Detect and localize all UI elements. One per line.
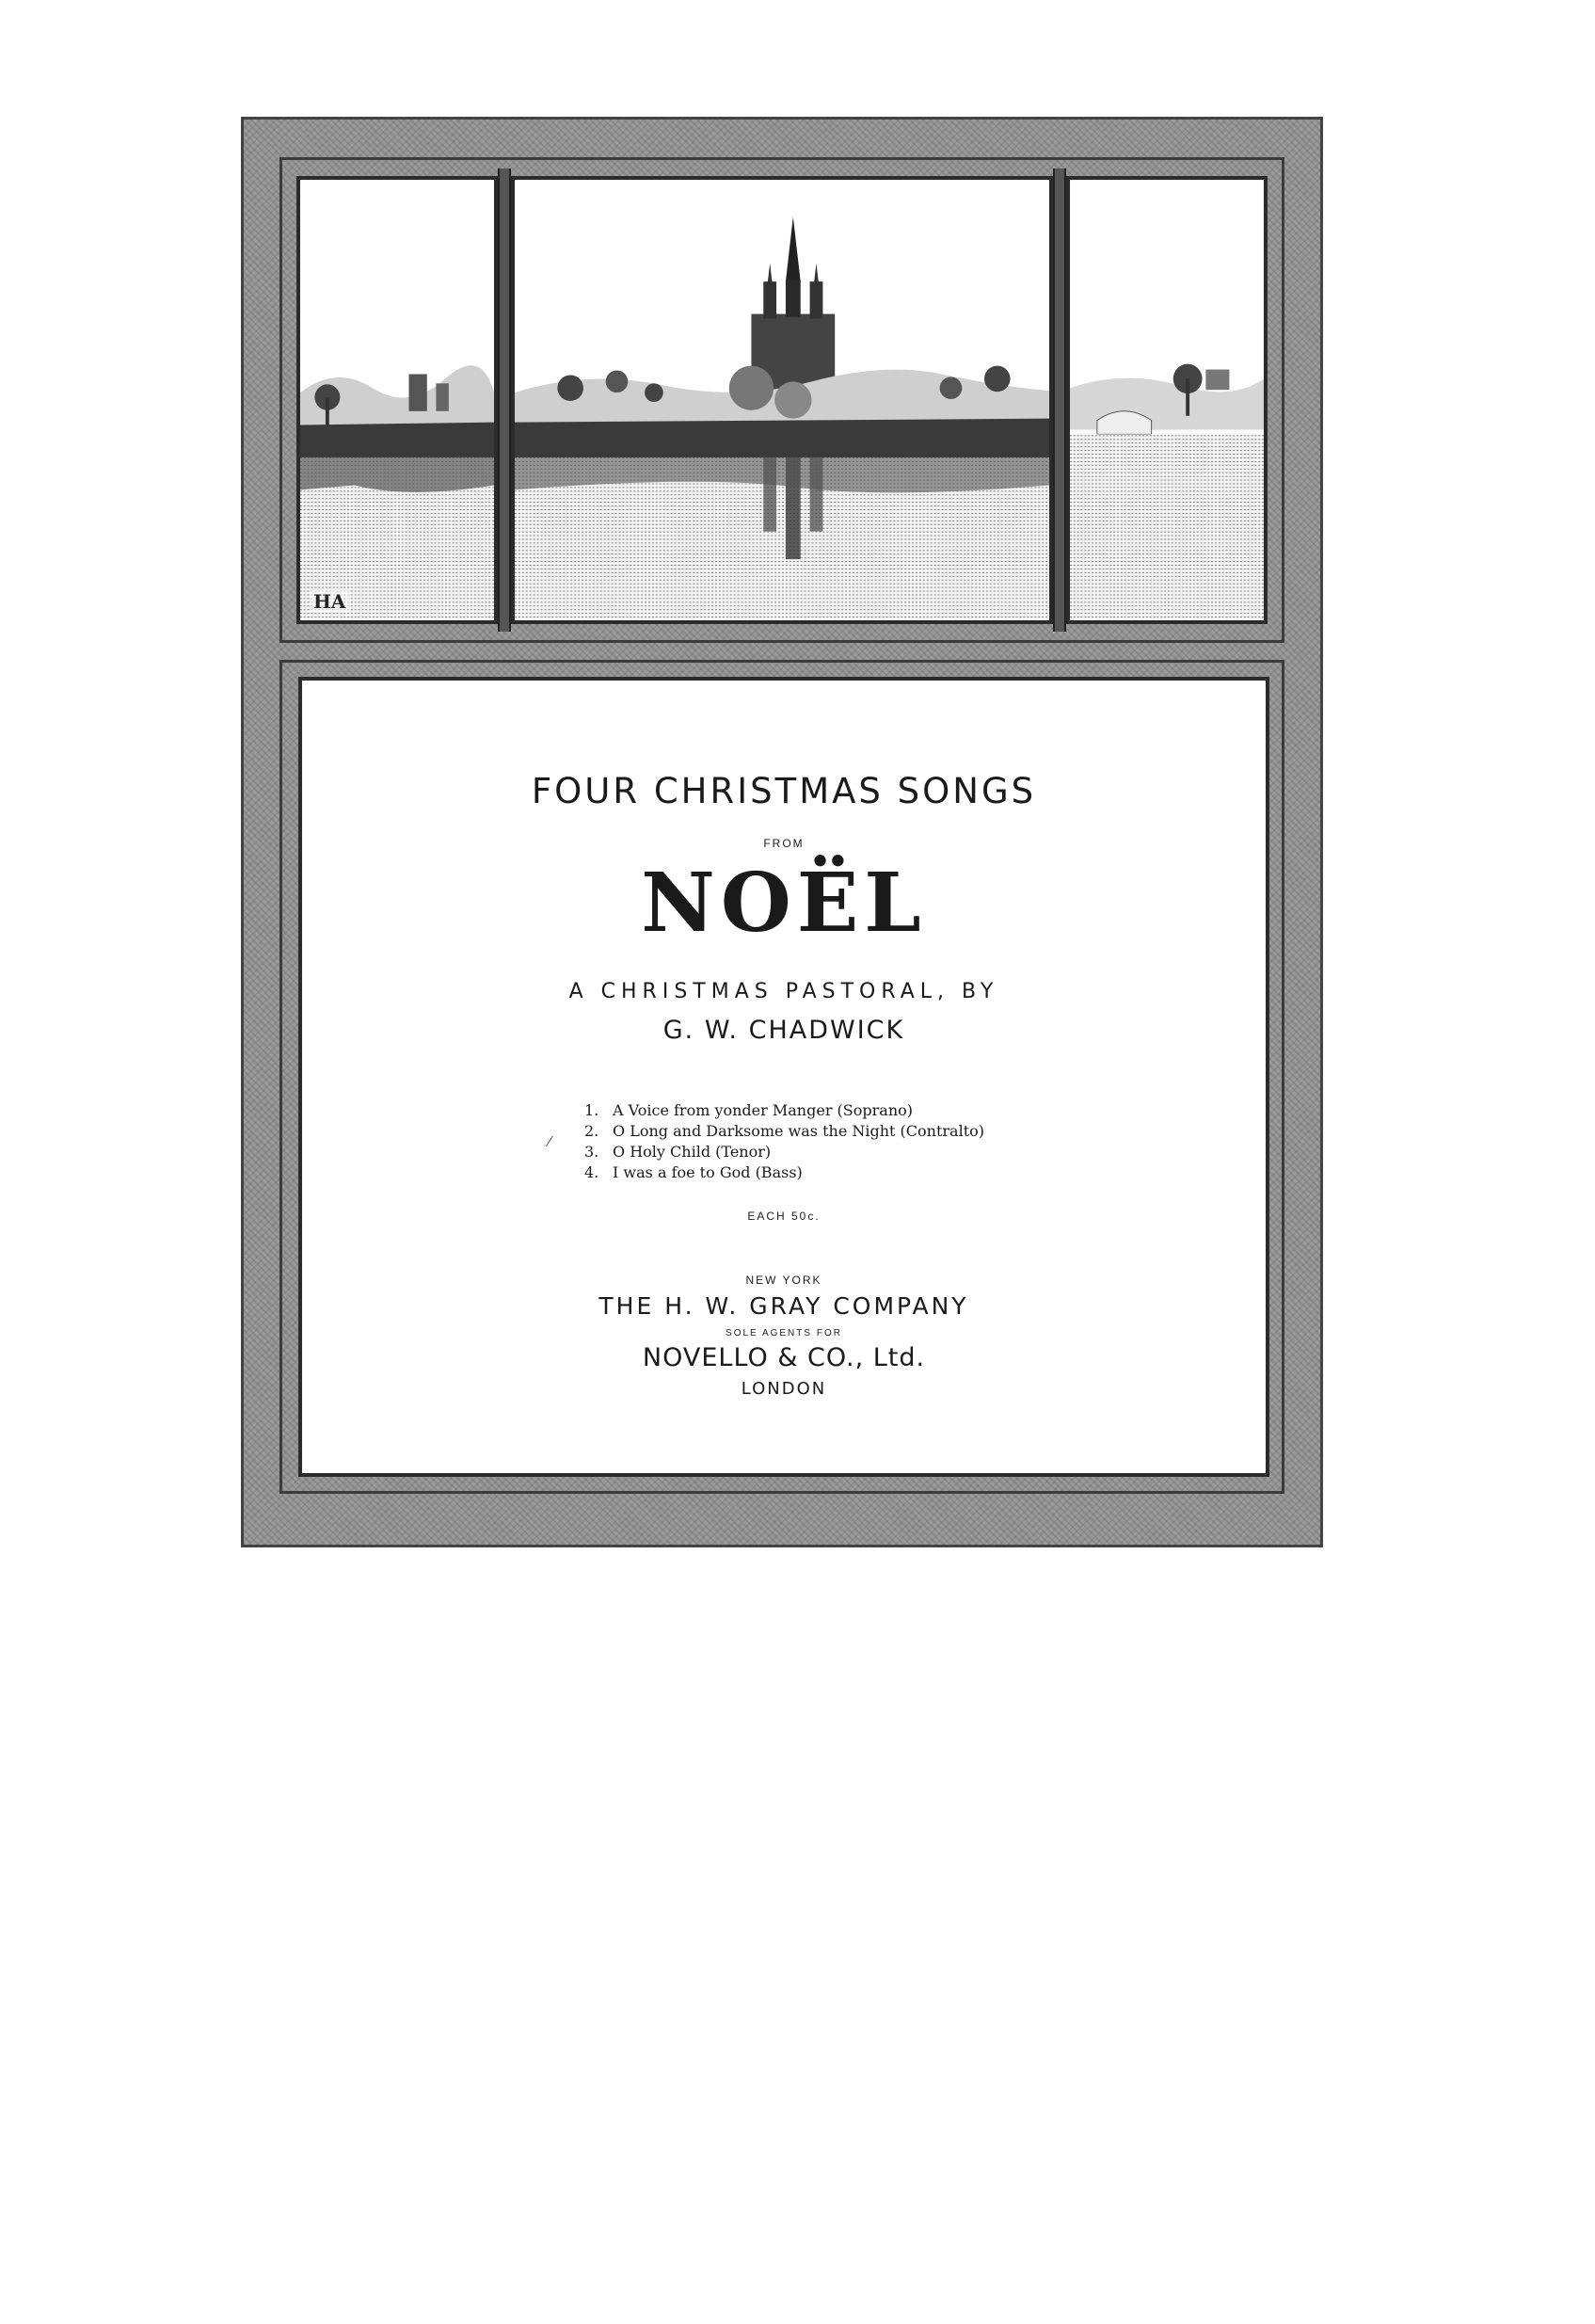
cover-frame <box>241 117 1323 1547</box>
agent-name: NOVELLO & CO., Ltd. <box>642 1343 926 1372</box>
song-number: 1. <box>584 1101 599 1119</box>
publisher-name: THE H. W. GRAY COMPANY <box>598 1292 969 1320</box>
song-number: 2. <box>584 1122 599 1140</box>
composer-name: G. W. CHADWICK <box>662 1016 905 1045</box>
work-subtitle: A CHRISTMAS PASTORAL, BY <box>568 980 999 1003</box>
list-item <box>584 1100 1111 1121</box>
song-number: 4. <box>584 1163 599 1181</box>
left-landscape-illustration <box>300 180 494 620</box>
agents-label: SOLE AGENTS FOR <box>726 1328 842 1338</box>
price-label: EACH 50c. <box>747 1210 821 1223</box>
title-panel <box>298 677 1269 1477</box>
right-landscape-illustration <box>1070 180 1264 620</box>
song-title: O Holy Child (Tenor) <box>613 1143 772 1161</box>
song-title: A Voice from yonder Manger (Soprano) <box>613 1101 913 1119</box>
center-cathedral-panel <box>511 176 1053 624</box>
list-item <box>584 1121 1111 1142</box>
song-number: 3. <box>584 1143 599 1161</box>
song-title: I was a foe to God (Bass) <box>613 1163 803 1181</box>
publisher-city: NEW YORK <box>745 1274 822 1287</box>
from-label: FROM <box>763 837 805 850</box>
artist-monogram: HA <box>310 590 349 613</box>
left-landscape-panel <box>296 176 498 624</box>
left-mullion <box>498 168 511 632</box>
song-title: O Long and Darksome was the Night (Contralto) <box>613 1122 985 1140</box>
pencil-check-mark: ⁄ <box>549 1134 551 1150</box>
right-landscape-panel <box>1066 176 1268 624</box>
agent-city: LONDON <box>741 1379 827 1399</box>
right-mullion <box>1053 168 1066 632</box>
song-list <box>584 1100 1111 1183</box>
work-title: NOËL <box>641 856 927 951</box>
list-item <box>584 1162 1111 1183</box>
collection-heading: FOUR CHRISTMAS SONGS <box>531 771 1037 811</box>
list-item <box>584 1142 1111 1162</box>
cathedral-illustration <box>515 180 1049 620</box>
